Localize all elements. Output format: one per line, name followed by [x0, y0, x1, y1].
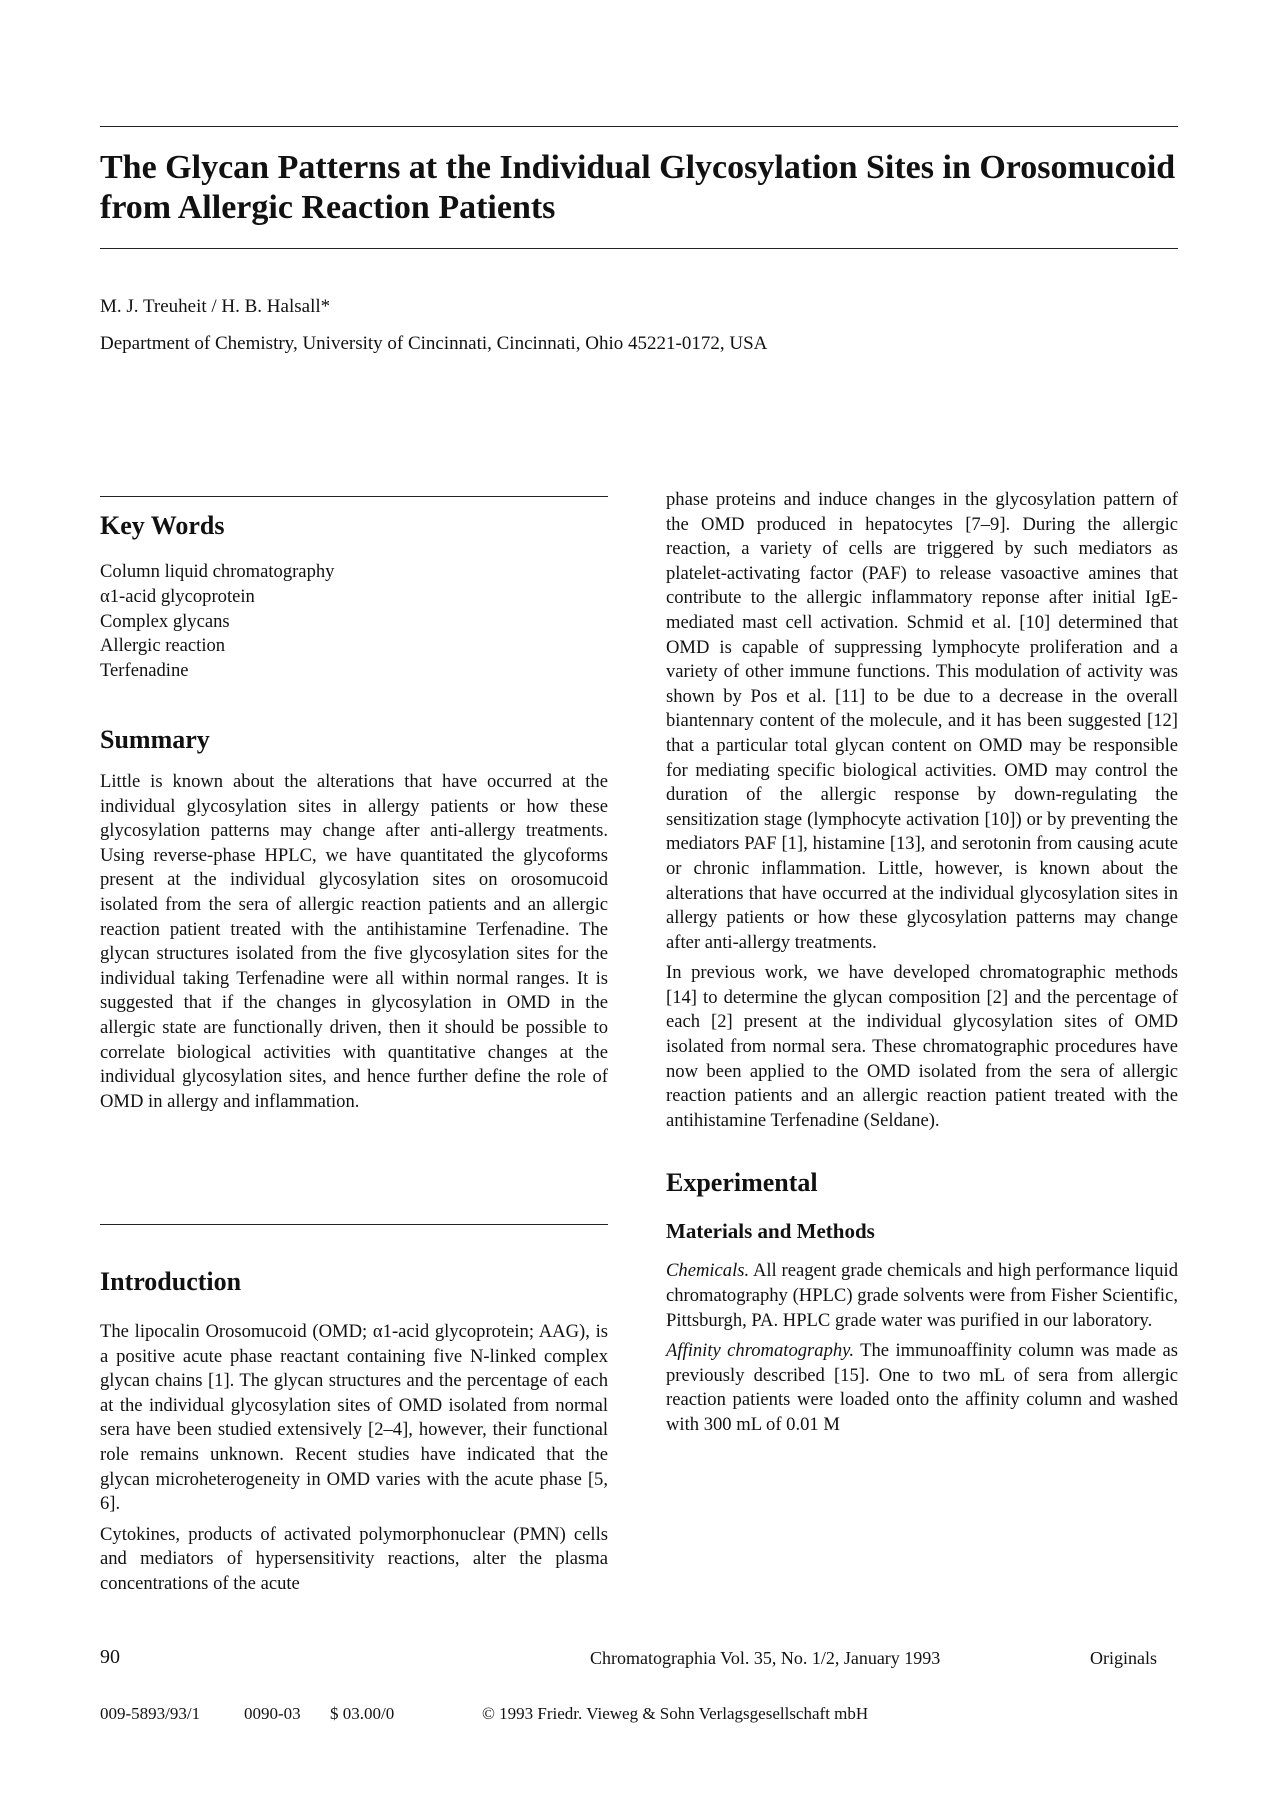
right-paragraph-2: In previous work, we have developed chromatographic methods [14] to determine the glycan composition [2] and the percentage of each [2] present at the individual glycosylation sites of OMD isolated from normal sera. These chromatographic procedures have now been applied to the OMD isolated from the sera of allergic reaction patients and an allergic reaction patient treated with the antihistamine Terfenadine (Seldane).: [666, 962, 1178, 1131]
introduction-block: [100, 1266, 608, 1603]
affiliation: Department of Chemistry, University of Cincinnati, Cincinnati, Ohio 45221-0172, USA: [100, 333, 768, 354]
left-column: [100, 510, 608, 1120]
summary-heading: Summary: [100, 724, 210, 754]
section-label: Originals: [1090, 1648, 1157, 1668]
keyword-item: Complex glycans: [100, 610, 230, 632]
materials-methods-heading: Materials and Methods: [666, 1219, 875, 1244]
affinity-text: The immunoaffinity column was made as previously described [15]. One to two mL of sera from allergic reaction patients were loaded onto the affinity column and washed with 300 mL of 0.01 M: [666, 1340, 1179, 1435]
keyword-item: Column liquid chromatography: [100, 561, 335, 582]
journal-info: Chromatographia Vol. 35, No. 1/2, January 1993: [590, 1648, 941, 1668]
keywords-heading: Key Words: [100, 511, 225, 540]
article-title: The Glycan Patterns at the Individual Glycosylation Sites in Orosomucoid from Allergic Reaction Patients: [100, 149, 1176, 226]
affinity-paragraph: [666, 1339, 1178, 1437]
summary-text: Little is known about the alterations that have occurred at the individual glycosylation sites in allergy patients or how these glycosylation patterns may change after anti-allergy treatments. Using reverse-phase HPLC, we have quantitated the glycoforms present at the individual glycosylation sites on orosomucoid isolated from the sera of allergic reaction patients and an allergic reaction patient treated with the antihistamine Terfenadine. The glycan structures isolated from the five glycosylation sites for the individual taking Terfenadine were all within normal ranges. It is suggested that if the changes in glycosylation in OMD in the allergic state are functionally driven, then it should be possible to correlate biological activities with quantitative changes at the individual glycosylation sites, and hence further define the role of OMD in allergy and inflammation.: [100, 770, 608, 1112]
right-column: [666, 488, 1178, 1444]
keyword-item: Allergic reaction: [100, 635, 226, 657]
top-rule: [100, 126, 1178, 127]
keywords-top-rule: [100, 496, 608, 497]
affinity-label: Affinity chromatography.: [666, 1340, 855, 1362]
footer-code-2: 0090-03: [244, 1704, 301, 1723]
introduction-heading: Introduction: [100, 1267, 242, 1296]
footer-code-1: 009-5893/93/1: [100, 1704, 201, 1723]
right-paragraph-1: phase proteins and induce changes in the glycosylation pattern of the OMD produced in hepatocytes [7–9]. During the allergic reaction, a variety of cells are triggered by such mediators as platelet-activating factor (PAF) to release vasoactive amines that contribute to the allergic inflammatory reponse after initial IgE-mediated mast cell activation. Schmid et al. [10] determined that OMD is capable of suppressing lymphocyte proliferation and a variety of other immune functions. This modulation of activity was shown by Pos et al. [11] to be due to a decrease in the overall biantennary content of the molecule, and it has been suggested [12] that a particular total glycan content on OMD may be responsible for mediating specific biological activities. OMD may control the duration of the allergic response by down-regulating the sensitization stage (lymphocyte activation [10]) or by preventing the mediators PAF [1], histamine [13], and serotonin from causing acute or chronic inflammation. Little, however, is known about the alterations that have occurred at the individual glycosylation sites in allergy patients or how these glycosylation patterns may change after anti-allergy treatments.: [666, 489, 1178, 953]
footer-price: $ 03.00/0: [330, 1704, 395, 1723]
page-number: 90: [100, 1646, 120, 1668]
introduction-paragraph-2: Cytokines, products of activated polymorphonuclear (PMN) cells and mediators of hypersensitivity reactions, alter the plasma concentrations of the acute: [100, 1523, 608, 1594]
chemicals-text: All reagent grade chemicals and high performance liquid chromatography (HPLC) grade solvents were from Fisher Scientific, Pittsburgh, PA. HPLC grade water was purified in our laboratory.: [666, 1260, 1178, 1331]
copyright: © 1993 Friedr. Vieweg & Sohn Verlagsgesellschaft mbH: [482, 1704, 869, 1723]
introduction-paragraph-1: The lipocalin Orosomucoid (OMD; α1-acid glycoprotein; AAG), is a positive acute phase reactant containing five N-linked complex glycan chains [1]. The glycan structures and the percentage of each at the individual glycosylation sites of OMD isolated from normal sera have been studied extensively [2–4], however, their functional role remains unknown. Recent studies have indicated that the glycan microheterogeneity in OMD varies with the acute phase [5, 6].: [100, 1321, 608, 1515]
authors: M. J. Treuheit / H. B. Halsall*: [100, 296, 331, 317]
keywords-list: [100, 560, 608, 684]
summary-bottom-rule: [100, 1224, 608, 1225]
chemicals-paragraph: [666, 1259, 1178, 1333]
keyword-item: α1-acid glycoprotein: [100, 585, 255, 607]
experimental-heading: Experimental: [666, 1168, 818, 1198]
title-bottom-rule: [100, 248, 1178, 249]
keyword-item: Terfenadine: [100, 660, 189, 682]
chemicals-label: Chemicals.: [666, 1260, 750, 1282]
